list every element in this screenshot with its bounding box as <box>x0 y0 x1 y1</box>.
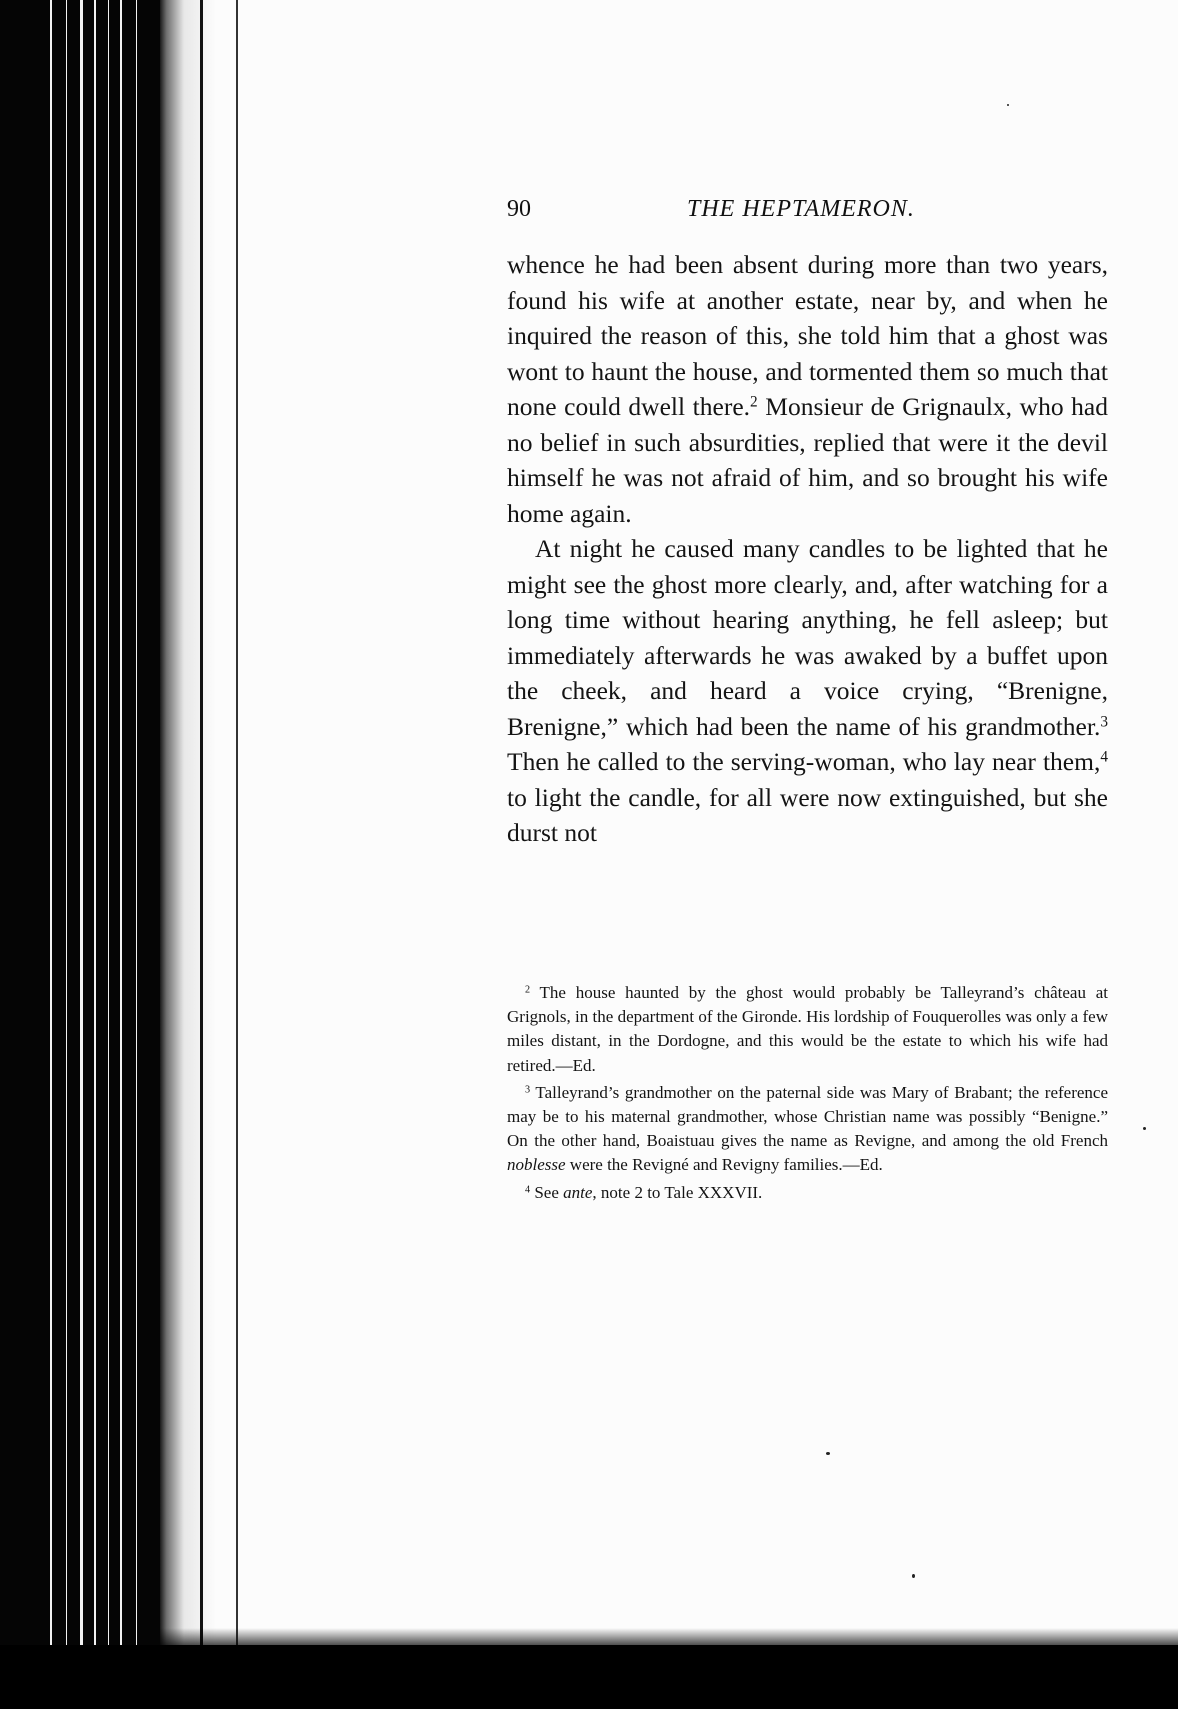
gutter-line <box>66 0 67 1709</box>
text-span: to light the candle, for all were now extinguished, but she durst not <box>507 782 1108 847</box>
text-span: whence he had been absent during more than two years, found his wife at another estate, near by, and when he inquired the reason of this, she told him that a ghost was wont to haunt the house, and tormented them so much that none could dwell there. <box>507 250 1108 421</box>
text-span: Then he called to the serving-woman, who lay near them, <box>507 747 1101 776</box>
footnote-text: Talleyrand’s grandmother on the paternal side was Mary of Brabant; the reference may be to his maternal grandmother, whose Christian name was possibly “Benigne.” On the other hand, Boaistuau gives the name as Revigne, and among the old French <box>507 1082 1108 1151</box>
footnote-mark: 2 <box>525 984 531 996</box>
gutter-line <box>94 0 96 1709</box>
gutter-line <box>108 0 109 1709</box>
body-text <box>507 247 1108 851</box>
footnote-ref: 4 <box>1100 748 1108 766</box>
binding-rule <box>200 0 203 1709</box>
footnote-ref: 3 <box>1100 713 1108 731</box>
footnote-4 <box>507 1181 1108 1205</box>
gutter-line <box>136 0 137 1709</box>
running-title: THE HEPTAMERON. <box>687 196 915 222</box>
gutter-line <box>50 0 52 1709</box>
paragraph <box>507 247 1108 531</box>
paragraph <box>507 531 1108 851</box>
footnote-ref: 2 <box>750 393 758 411</box>
binding-rule <box>236 0 238 1709</box>
gutter-line <box>120 0 122 1709</box>
footnote-text: See <box>530 1182 564 1202</box>
footnotes <box>507 981 1108 1208</box>
footnote-italic: ante <box>563 1182 593 1202</box>
scan-bottom-band <box>0 1645 1178 1709</box>
text-span: At night he caused many candles to be lighted that he might see the ghost more clearly, and, after watching for a long time without hearing anything, he fell asleep; but immediately afterwards he was awaked by a buffet upon the cheek, and heard a voice crying, “Brenigne, Brenigne,” which had been the name of his grandmother. <box>507 534 1108 741</box>
speck <box>1143 1127 1146 1130</box>
speck <box>826 1452 830 1455</box>
footnote-mark: 3 <box>525 1084 531 1096</box>
speck <box>1007 104 1009 106</box>
page-number: 90 <box>507 196 531 222</box>
gutter-line <box>80 0 83 1709</box>
footnote-2 <box>507 981 1108 1078</box>
text-span: Monsieur de Grignaulx, who had no belief in such absurdities, replied that were it the devil himself he was not afraid of him, and so brought his wife home again. <box>507 392 1108 528</box>
footnote-italic: noblesse <box>507 1155 566 1175</box>
speck <box>912 1574 915 1578</box>
footnote-text: The house haunted by the ghost would probably be Talleyrand’s château at Grignols, in the department of the Gironde. His lordship of Fouquerolles was only a few miles distant, in the Dordogne, and this would be the estate to which his wife had retired.—Ed. <box>507 983 1108 1075</box>
footnote-mark: 4 <box>525 1184 531 1196</box>
footnote-3 <box>507 1081 1108 1178</box>
footnote-text: , note 2 to Tale XXXVII. <box>592 1182 763 1202</box>
footnote-text: were the Revigné and Revigny families.—Ed. <box>565 1155 883 1175</box>
